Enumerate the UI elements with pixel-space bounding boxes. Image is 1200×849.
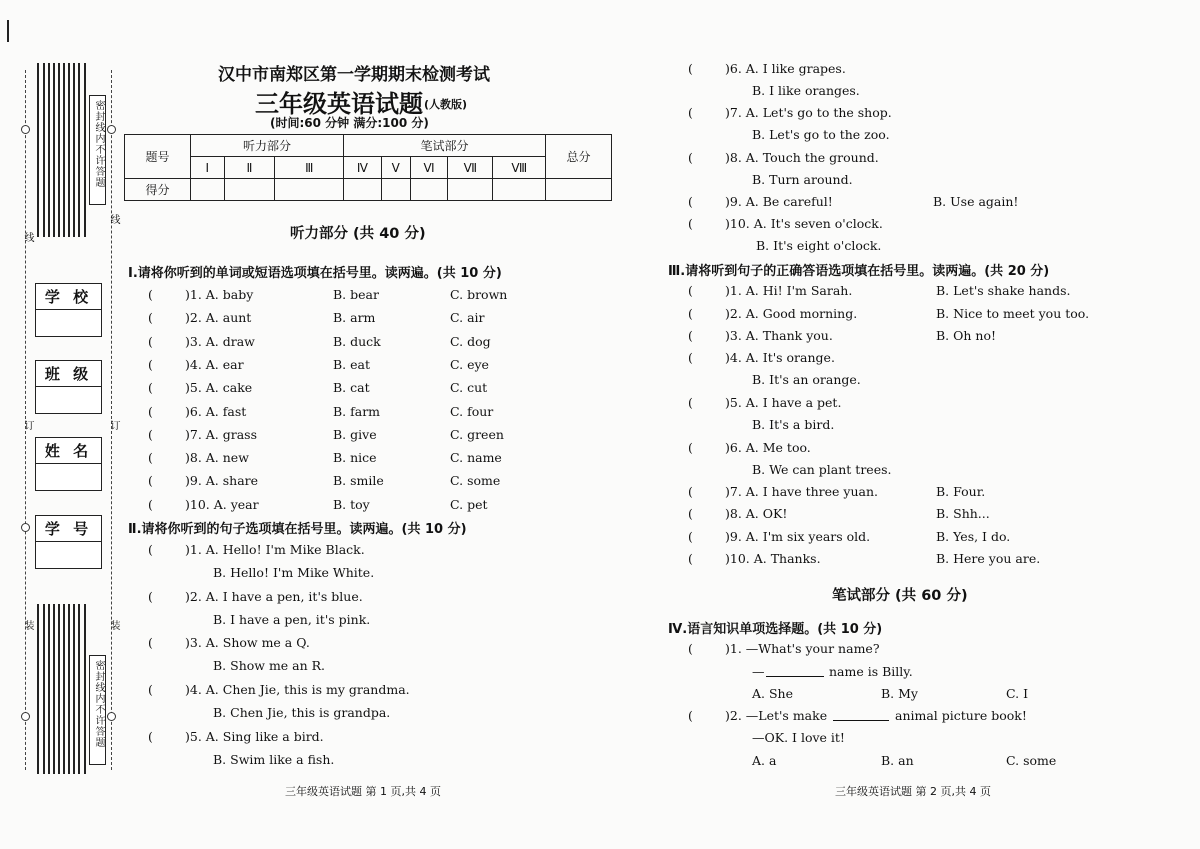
q1-option-b: B. smile [333,473,384,489]
q2-option-a: )5. A. Sing like a bird. [185,728,324,744]
exam-info: (时间:60 分钟 满分:100 分) [270,116,429,130]
q3-option-b: B. Let's shake hands. [936,283,1071,298]
answer-paren[interactable]: ( [148,287,153,302]
cut-mark: 装 [108,620,119,631]
school-field[interactable] [35,283,102,337]
q1-option-b: B. farm [333,403,381,419]
q3-option-a: )9. A. I'm six years old. [725,529,871,544]
col-5: Ⅴ [381,157,410,179]
score-cell[interactable] [410,179,448,201]
answer-paren[interactable]: ( [688,283,693,298]
q2-option-a: )7. A. Let's go to the shop. [725,105,892,120]
school-label: 学 校 [36,284,101,310]
answer-paren[interactable]: ( [148,728,153,744]
col-1: Ⅰ [191,157,225,179]
q2-option-a: )6. A. I like grapes. [725,61,846,76]
answer-paren[interactable]: ( [148,635,153,651]
q1-option-c: C. pet [450,496,488,512]
name-field[interactable] [35,437,102,491]
q4-1-rest: name is Billy. [829,664,913,679]
answer-paren[interactable]: ( [688,708,693,723]
q1-option-a: )10. A. year [185,496,259,512]
class-field[interactable] [35,360,102,414]
score-cell[interactable] [448,179,493,201]
q1-option-c: C. brown [450,287,508,302]
answer-paren[interactable]: ( [688,506,693,521]
q4-2-blank[interactable] [833,720,889,721]
q2-option-a: )9. A. Be careful! [725,194,833,209]
page-2-footer: 三年级英语试题 第 2 页,共 4 页 [835,785,991,798]
q1-option-a: )9. A. share [185,473,259,489]
q3-option-a: )3. A. Thank you. [725,328,833,343]
q1-option-c: C. eye [450,356,489,372]
q2-option-a: )1. A. Hello! I'm Mike Black. [185,542,365,557]
binding-hole [107,712,116,721]
answer-paren[interactable]: ( [688,328,693,343]
answer-paren[interactable]: ( [688,529,693,544]
q2-option-a: )3. A. Show me a Q. [185,635,310,651]
col-8: Ⅷ [493,157,546,179]
answer-paren[interactable]: ( [688,194,693,209]
q1-option-a: )4. A. ear [185,356,244,372]
cut-mark: 装 [22,620,33,631]
cut-mark: 线 [108,214,119,225]
q1-option-a: )5. A. cake [185,380,253,396]
q3-option-b: B. Shh... [936,506,990,521]
score-table [124,134,612,201]
q1-option-c: C. some [450,473,501,489]
cut-mark: 线 [22,232,33,243]
binding-hole [107,125,116,134]
student-id-field[interactable] [35,515,102,569]
q1-option-b: B. eat [333,356,371,372]
answer-paren[interactable]: ( [688,440,693,455]
q1-option-a: )2. A. aunt [185,310,252,326]
answer-paren[interactable]: ( [688,395,693,410]
q2-option-b: B. Swim like a fish. [213,751,335,767]
q1-option-c: C. four [450,403,494,419]
q3-option-b: B. Oh no! [936,328,997,343]
edition-label: (人教版) [424,98,468,111]
answer-paren[interactable]: ( [148,310,153,326]
q4-2-option-a: A. a [752,753,777,768]
q1-option-b: B. cat [333,380,370,396]
q1-option-c: C. green [450,426,504,442]
answer-paren[interactable]: ( [148,356,153,372]
q3-option-b: B. Yes, I do. [936,529,1011,544]
name-label: 姓 名 [36,438,101,464]
col-6: Ⅵ [410,157,448,179]
q4-1-dash: — [752,664,765,679]
col-3: Ⅲ [275,157,344,179]
q4-2-option-c: C. some [1006,753,1057,768]
section-2-title: Ⅱ.请将你听到的句子选项填在括号里。读两遍。(共 10 分) [128,522,467,537]
score-cell[interactable] [191,179,225,201]
score-cell[interactable] [344,179,382,201]
answer-paren[interactable]: ( [688,551,693,566]
answer-paren[interactable]: ( [688,306,693,321]
q3-option-a: )4. A. It's orange. [725,350,835,365]
q3-option-b: B. It's an orange. [752,372,861,387]
answer-paren[interactable]: ( [688,484,693,499]
q3-option-a: )2. A. Good morning. [725,306,858,321]
class-label: 班 级 [36,361,101,387]
answer-paren[interactable]: ( [688,216,693,231]
q2-option-b: B. Turn around. [752,172,853,187]
q2-option-a: )4. A. Chen Jie, this is my grandma. [185,682,410,698]
q2-option-b: B. Show me an R. [213,658,326,674]
section-3-title: Ⅲ.请将听到句子的正确答语选项填在括号里。读两遍。(共 20 分) [668,264,1050,279]
q3-option-b: B. It's a bird. [752,417,835,432]
q3-option-b: B. Nice to meet you too. [936,306,1090,321]
q2-option-b: B. It's eight o'clock. [756,238,882,253]
q2-option-b: B. I have a pen, it's pink. [213,611,371,627]
q1-option-a: )8. A. new [185,450,249,466]
q4-1-question: )1. —What's your name? [725,641,880,656]
seal-warning-bottom: 密封线内不许答题 [93,660,104,748]
binding-hole [21,125,30,134]
answer-paren[interactable]: ( [148,403,153,419]
q1-option-c: C. cut [450,380,488,396]
q2-option-a: )10. A. It's seven o'clock. [725,216,883,231]
q2-option-b: B. Hello! I'm Mike White. [213,565,375,580]
listening-header: 听力部分 [191,135,344,157]
student-id-label: 学 号 [36,516,101,542]
q4-1-option-c: C. I [1006,686,1029,701]
q3-option-b: B. Here you are. [936,551,1041,566]
answer-paren[interactable]: ( [148,542,153,557]
score-cell[interactable] [546,179,612,201]
answer-paren[interactable]: ( [148,588,153,604]
q1-option-a: )1. A. baby [185,287,254,302]
q1-option-a: )7. A. grass [185,426,258,442]
answer-paren[interactable]: ( [148,450,153,466]
col-2: Ⅱ [224,157,275,179]
col-7: Ⅶ [448,157,493,179]
answer-paren[interactable]: ( [688,350,693,365]
total-header: 总分 [546,135,612,179]
q3-option-a: )7. A. I have three yuan. [725,484,879,499]
q3-option-b: B. Four. [936,484,986,499]
q1-option-b: B. duck [333,333,381,349]
q1-option-b: B. nice [333,450,377,466]
q4-2-question: )2. —Let's make [725,708,828,723]
answer-paren[interactable]: ( [688,105,693,120]
score-cell[interactable] [275,179,344,201]
answer-paren[interactable]: ( [688,61,693,76]
q1-option-b: B. give [333,426,377,442]
q3-option-a: )1. A. Hi! I'm Sarah. [725,283,853,298]
cut-mark: 订 [108,420,119,431]
exam-title: 汉中市南郑区第一学期期末检测考试 [218,65,490,85]
answer-paren[interactable]: ( [148,426,153,442]
q1-option-b: B. arm [333,310,376,326]
score-cell[interactable] [381,179,410,201]
q3-option-a: )6. A. Me too. [725,440,811,455]
q3-option-a: )8. A. OK! [725,506,788,521]
score-row-label: 得分 [125,179,191,201]
q1-option-c: C. air [450,310,485,326]
binding-hole [21,523,30,532]
answer-paren[interactable]: ( [148,473,153,489]
q1-option-a: )6. A. fast [185,403,247,419]
q4-2-option-b: B. an [881,753,914,768]
q4-1-blank[interactable] [766,676,824,677]
score-cell[interactable] [224,179,275,201]
q3-option-a: )10. A. Thanks. [725,551,821,566]
binding-hole [21,712,30,721]
q2-option-b: B. I like oranges. [752,83,860,98]
answer-paren[interactable]: ( [688,150,693,165]
q1-option-c: C. dog [450,333,491,349]
page-1-footer: 三年级英语试题 第 1 页,共 4 页 [285,785,441,798]
listening-part-heading: 听力部分 (共 40 分) [290,226,426,242]
section-4-title: Ⅳ.语言知识单项选择题。(共 10 分) [668,622,883,637]
answer-paren[interactable]: ( [688,641,693,656]
q1-option-c: C. name [450,450,502,466]
score-cell[interactable] [493,179,546,201]
cut-mark: 订 [22,420,33,431]
q4-1-option-a: A. She [752,686,793,701]
answer-paren[interactable]: ( [148,333,153,349]
answer-paren[interactable]: ( [148,380,153,396]
q2-option-b: B. Use again! [933,194,1019,209]
writing-part-heading: 笔试部分 (共 60 分) [832,588,968,604]
answer-paren[interactable]: ( [148,682,153,698]
seal-warning-top: 密封线内不许答题 [93,100,104,188]
q2-option-a: )8. A. Touch the ground. [725,150,879,165]
q4-1-option-b: B. My [881,686,918,701]
q2-option-b: B. Chen Jie, this is grandpa. [213,705,391,721]
q4-2-reply: —OK. I love it! [752,730,845,745]
question-number-header: 题号 [125,135,191,179]
section-1-title: Ⅰ.请将你听到的单词或短语选项填在括号里。读两遍。(共 10 分) [128,266,502,281]
q3-option-a: )5. A. I have a pet. [725,395,842,410]
q2-option-a: )2. A. I have a pen, it's blue. [185,588,363,604]
q3-option-b: B. We can plant trees. [752,462,892,477]
q1-option-a: )3. A. draw [185,333,255,349]
q4-2-rest: animal picture book! [895,708,1027,723]
answer-paren[interactable]: ( [148,496,153,512]
q1-option-b: B. toy [333,496,370,512]
col-4: Ⅳ [344,157,382,179]
q2-option-b: B. Let's go to the zoo. [752,127,890,142]
writing-header: 笔试部分 [344,135,546,157]
exam-subtitle: 三年级英语试题 [255,90,423,118]
q1-option-b: B. bear [333,287,379,302]
